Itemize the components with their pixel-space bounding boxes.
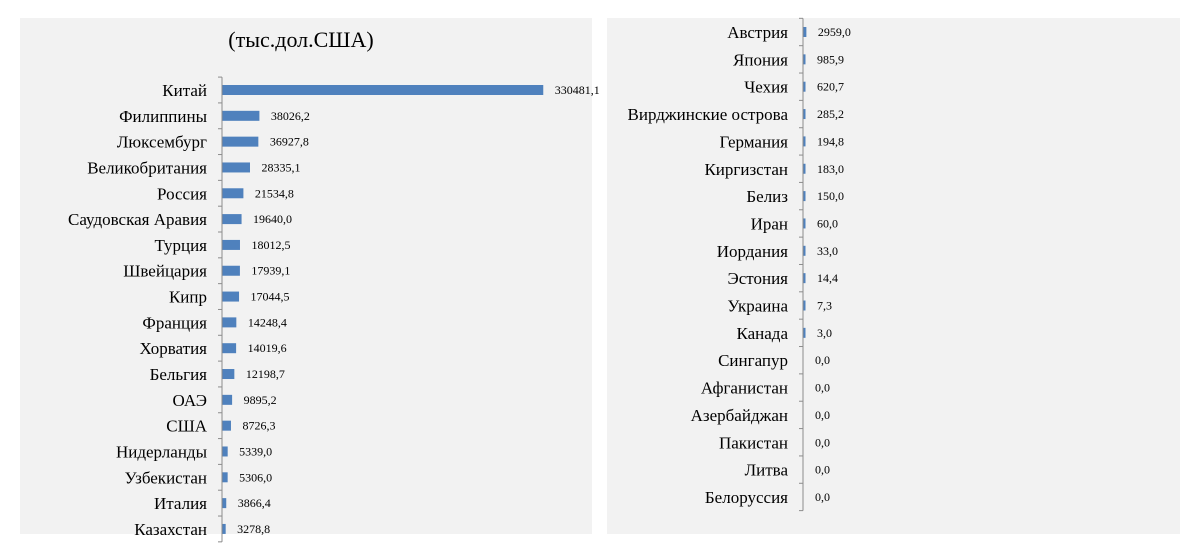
data-label: 0,0 — [815, 353, 830, 368]
data-label: 33,0 — [817, 243, 838, 258]
category-label: США — [166, 416, 207, 436]
data-label: 8726,3 — [242, 418, 276, 433]
bar — [804, 218, 806, 228]
bar-chart-right — [607, 18, 1180, 534]
bar — [223, 472, 228, 482]
bar — [223, 214, 242, 224]
data-label: 0,0 — [815, 435, 830, 450]
category-label: Италия — [153, 494, 207, 514]
category-label: Азербайджан — [690, 405, 788, 425]
data-label: 7,3 — [817, 298, 832, 313]
data-label: 194,8 — [817, 134, 844, 149]
category-label: Франция — [142, 313, 207, 333]
bar — [223, 446, 228, 456]
category-label: Казахстан — [134, 519, 207, 539]
category-label: Австрия — [727, 23, 788, 42]
bar — [223, 524, 226, 534]
bar — [804, 82, 806, 92]
bar — [223, 317, 237, 327]
bar — [223, 266, 240, 276]
category-label: Литва — [744, 460, 788, 480]
category-label: Иран — [750, 214, 788, 234]
data-label: 2959,0 — [817, 25, 851, 39]
category-label: Вирджинские острова — [627, 105, 788, 125]
data-label: 21534,8 — [254, 186, 294, 201]
chart-title: (тыс.дол.США) — [228, 27, 374, 52]
bar — [804, 328, 806, 338]
data-label: 18012,5 — [251, 237, 291, 252]
data-label: 285,2 — [817, 107, 844, 122]
bar — [804, 273, 806, 283]
data-label: 3,0 — [817, 325, 832, 340]
bar — [804, 246, 806, 256]
data-label: 150,0 — [817, 189, 844, 204]
data-label: 3866,4 — [237, 496, 271, 511]
category-label: Филиппины — [119, 106, 207, 126]
category-label: Канада — [736, 323, 788, 343]
data-label: 17044,5 — [250, 289, 290, 304]
data-label: 985,9 — [817, 52, 844, 67]
category-label: Нидерланды — [115, 442, 207, 462]
data-label: 28335,1 — [261, 160, 301, 175]
category-label: Афганистан — [700, 378, 788, 398]
bar-chart-left — [20, 18, 600, 539]
bar — [804, 164, 806, 174]
bar — [223, 137, 259, 147]
chart-panel-right — [607, 18, 1180, 534]
bar — [804, 27, 807, 37]
data-label: 330481,1 — [554, 83, 600, 97]
category-label: Россия — [157, 184, 207, 204]
data-label: 14248,4 — [247, 315, 287, 330]
bar — [223, 343, 237, 353]
bar — [223, 421, 231, 431]
category-label: Хорватия — [139, 339, 207, 359]
category-label: Великобритания — [87, 158, 207, 178]
data-label: 0,0 — [815, 489, 830, 504]
category-label: ОАЭ — [172, 390, 207, 410]
category-label: Турция — [154, 235, 207, 255]
category-label: Узбекистан — [124, 468, 207, 488]
data-label: 60,0 — [817, 216, 838, 231]
data-label: 5339,0 — [239, 444, 273, 459]
data-label: 620,7 — [817, 79, 844, 94]
category-label: Сингапур — [718, 351, 788, 371]
bar — [804, 54, 806, 64]
category-label: Иордания — [716, 241, 788, 261]
category-label: Бельгия — [149, 365, 207, 385]
bar — [804, 301, 806, 311]
bar — [804, 136, 806, 146]
data-label: 0,0 — [815, 380, 830, 395]
bar — [223, 240, 240, 250]
category-label: Пакистан — [718, 433, 788, 453]
data-label: 19640,0 — [253, 212, 293, 227]
category-label: Киргизстан — [704, 159, 788, 179]
bar — [223, 369, 235, 379]
bar — [223, 498, 227, 508]
data-label: 3278,8 — [237, 521, 271, 536]
category-label: Белиз — [746, 187, 788, 207]
category-label: Эстония — [727, 269, 788, 289]
category-label: Белоруссия — [704, 487, 788, 507]
data-label: 38026,2 — [270, 108, 310, 123]
data-label: 14019,6 — [247, 341, 287, 356]
bar — [223, 292, 240, 302]
bar — [804, 109, 806, 119]
data-label: 0,0 — [815, 462, 830, 477]
bar — [223, 395, 233, 405]
data-label: 14,4 — [817, 271, 838, 286]
category-label: Саудовская Аравия — [68, 210, 207, 230]
bar — [223, 162, 251, 172]
bar — [223, 85, 544, 95]
data-label: 5306,0 — [239, 470, 273, 485]
category-label: Япония — [733, 50, 788, 70]
bar — [804, 191, 806, 201]
data-label: 17939,1 — [251, 263, 291, 278]
category-label: Люксембург — [116, 132, 207, 152]
data-label: 12198,7 — [245, 367, 285, 382]
bar — [223, 111, 260, 121]
category-label: Швейцария — [123, 261, 207, 281]
chart-panel-left — [20, 18, 600, 539]
category-label: Чехия — [744, 77, 788, 97]
data-label: 9895,2 — [243, 392, 277, 407]
category-label: Германия — [719, 132, 788, 152]
data-label: 0,0 — [815, 407, 830, 422]
data-label: 36927,8 — [269, 134, 309, 149]
data-label: 183,0 — [817, 161, 844, 176]
category-label: Украина — [727, 296, 788, 316]
category-label: Китай — [162, 81, 207, 100]
bar — [223, 188, 244, 198]
category-label: Кипр — [168, 287, 207, 307]
